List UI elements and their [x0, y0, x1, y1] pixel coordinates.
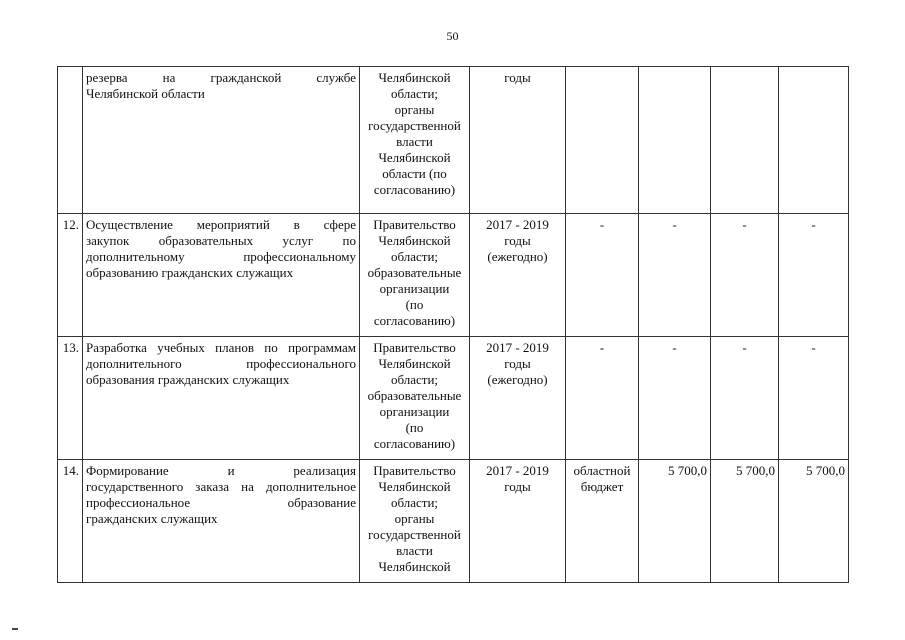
amount-2019-cell: - — [779, 214, 849, 337]
amount-2017-cell: - — [639, 214, 711, 337]
activity-cell: Осуществление мероприятий в сфере закупок образовательных услуг по дополнительному профессиональному образованию гражданских служащих — [83, 214, 360, 337]
table-body — [58, 67, 849, 583]
amount-2019-cell: 5 700,0 — [779, 460, 849, 583]
scan-artifact — [12, 628, 18, 630]
page-number: 50 — [446, 29, 459, 43]
executor-cell: Правительство Челябинской области; образовательные организации (по согласованию) — [360, 214, 470, 337]
activity-cell: резерва на гражданской службе Челябинской области — [83, 67, 360, 214]
term-cell: 2017 - 2019 годы (ежегодно) — [470, 214, 566, 337]
activity-cell: Формирование и реализация государственного заказа на дополнительное профессиональное образование гражданских служащих — [83, 460, 360, 583]
amount-2017-cell: - — [639, 337, 711, 460]
amount-2018-cell: - — [711, 214, 779, 337]
amount-2019-cell — [779, 67, 849, 214]
activities-table — [57, 66, 849, 583]
source-cell: - — [566, 214, 639, 337]
term-cell: 2017 - 2019 годы — [470, 460, 566, 583]
term-cell: годы — [470, 67, 566, 214]
row-number: 14. — [58, 460, 83, 583]
amount-2017-cell: 5 700,0 — [639, 460, 711, 583]
amount-2018-cell: 5 700,0 — [711, 460, 779, 583]
amount-2017-cell — [639, 67, 711, 214]
table-row — [58, 460, 849, 583]
executor-cell: Правительство Челябинской области; органы государственной власти Челябинской — [360, 460, 470, 583]
source-cell: - — [566, 337, 639, 460]
table-row — [58, 67, 849, 214]
activity-cell: Разработка учебных планов по программам дополнительного профессионального образования гражданских служащих — [83, 337, 360, 460]
amount-2018-cell: - — [711, 337, 779, 460]
row-number: 13. — [58, 337, 83, 460]
term-cell: 2017 - 2019 годы (ежегодно) — [470, 337, 566, 460]
table-row — [58, 337, 849, 460]
source-cell: областной бюджет — [566, 460, 639, 583]
amount-2019-cell: - — [779, 337, 849, 460]
amount-2018-cell — [711, 67, 779, 214]
executor-cell: Правительство Челябинской области; образовательные организации (по согласованию) — [360, 337, 470, 460]
executor-cell: Челябинской области; органы государственной власти Челябинской области (по согласованию) — [360, 67, 470, 214]
table-row — [58, 214, 849, 337]
row-number: 12. — [58, 214, 83, 337]
source-cell — [566, 67, 639, 214]
row-number — [58, 67, 83, 214]
